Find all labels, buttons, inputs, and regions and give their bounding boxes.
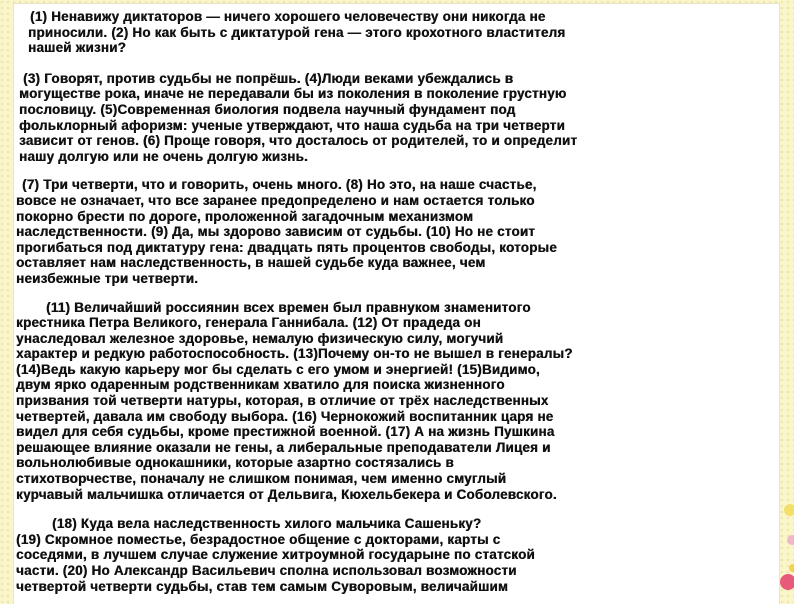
text-line: (11) Величайший россиянин всех времен был правнуком знаменитого <box>46 299 531 315</box>
text-line: стихотворчестве, поначалу не слишком понимая, чем именно смуглый <box>16 471 507 487</box>
text-line: вольнолюбивые однокашники, которые азартно состязались в <box>16 455 454 471</box>
text-line: четвертей, давала им свободу выбора. (16) Чернокожий воспитанник царя не <box>16 408 554 424</box>
text-line: приносили. (2) Но как быть с диктатурой гена — этого крохотного властителя <box>28 24 566 40</box>
text-line: соседями, в лучшем случае служение хитроумной государыне по статской <box>16 547 535 563</box>
document-text <box>16 9 772 594</box>
text-line: (3) Говорят, против судьбы не попрёшь. (4)Люди веками убеждались в <box>23 70 514 86</box>
text-line: неизбежные три четверти. <box>16 270 199 286</box>
text-line: прогибаться под диктатуру гена: двадцать пять процентов свободы, которые <box>16 239 557 255</box>
text-line: видел для себя судьбы, кроме престижной военной. (17) А на жизнь Пушкина <box>16 424 555 440</box>
text-line: (1) Ненавижу диктаторов — ничего хорошего человечеству они никогда не <box>30 9 546 24</box>
text-line: крестника Петра Великого, генерала Ганнибала. (12) От прадеда он <box>16 315 481 331</box>
flower-decoration <box>778 480 794 595</box>
text-line: унаследовал железное здоровье, немалую физическую силу, могучий <box>16 330 504 346</box>
paragraph-4 <box>16 300 772 503</box>
text-line: части. (20) Но Александр Васильевич сполна использовал возможности <box>16 563 517 578</box>
text-line: двум ярко одаренным родственникам хватило для поиска жизненного <box>16 377 505 393</box>
text-line: решающее влияние оказали не гены, а либеральные преподаватели Лицея и <box>16 439 551 455</box>
text-line: (19) Скромное поместье, безрадостное общение с докторами, карты с <box>16 531 501 547</box>
text-line: пословицу. (5)Современная биология подвела научный фундамент под <box>19 101 516 117</box>
text-line: призвания той четверти натуры, которая, в отличие от трёх наследственных <box>16 393 549 409</box>
text-line: курчавый мальчишка отличается от Дельвига, Кюхельбекера и Соболевского. <box>16 486 557 502</box>
text-line: зависит от генов. (6) Проще говоря, что досталось от родителей, то и определит <box>19 133 578 149</box>
text-line: нашей жизни? <box>28 40 126 56</box>
text-line: характер и редкую работоспособность. (13)Почему он-то не вышел в генералы? <box>16 346 573 362</box>
text-line: нашу долгую или не очень долгую жизнь. <box>19 148 308 164</box>
paragraph-5 <box>16 516 772 594</box>
paragraph-1 <box>28 9 772 56</box>
text-line: (18) Куда вела наследственность хилого мальчика Сашеньку? <box>52 516 482 532</box>
text-line: наследственности. (9) Да, мы здорово зависим от судьбы. (10) Но не стоит <box>16 224 536 240</box>
paragraph-2 <box>13 71 772 165</box>
text-line: вовсе не означает, что все заранее предопределено и нам остается только <box>16 192 535 208</box>
text-line: покорно брести по дороге, проложенной загадочным механизмом <box>16 208 474 224</box>
text-line: четвертой четверти судьбы, став тем самым Суворовым, величайшим <box>16 578 509 594</box>
text-line: фольклорный афоризм: ученые утверждают, что наша судьба на три четверти <box>19 117 565 133</box>
paragraph-3 <box>16 177 772 286</box>
text-line: оставляет нам наследственность, в нашей судьбе куда важнее, чем <box>16 255 486 271</box>
text-line: могуществе рока, иначе не передавали бы из поколения в поколение грустную <box>19 86 567 102</box>
text-line: (7) Три четверти, что и говорить, очень много. (8) Но это, на наше счастье, <box>22 177 537 193</box>
text-line: (14)Ведь какую карьеру мог бы сделать с его умом и энергией! (15)Видимо, <box>16 361 540 377</box>
